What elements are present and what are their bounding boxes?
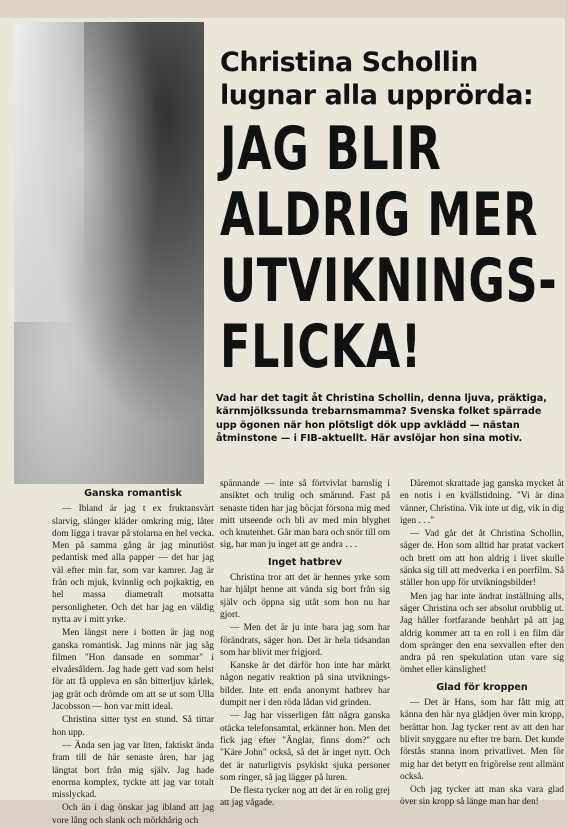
- body-paragraph: — Men det är ju inte bara jag som har förändrats, säger hon. Det är hela tidsandan som har blivit mer frigjord.: [220, 623, 390, 658]
- body-paragraph: Men jag har inte ändrat inställning alls, säger Christina och ser absolut orubblig ut. Jag håller fortfarande benhårt på att jag aldrig kommer att ta en roll i en film där dom spränger den ena sexvallen efter den andra på ren spekulation utan vare sig ömhet eller känslighet!: [400, 591, 564, 676]
- body-paragraph: — Ibland är jag t ex fruktansvärt slarvig, slänger kläder omkring mig, låter dom ligga i travar på stolarna en hel vecka. Men på samma gång är jag minutiöst pedantisk med alla papper — det har jag väl efter min far, som var kamrer. Jag är från och mjuk, kvinnlig och pojkaktig, en hel massa diametralt motsatta personligheter. Och det har jag en väldig nytta av i mitt yrke.: [52, 504, 214, 625]
- fur-boa: [14, 22, 84, 322]
- headline-line-3: UTVIKNINGS-: [220, 246, 558, 316]
- body-paragraph: spännande — inte så förtvivlat barnslig i ansiktet och trulig och smårund. Fast på senaste tiden har jag böcjat försona mig med mitt utseende och bli av med min blyghet och knutenhet. Går man bara och snör till om sig, har man ju inget att ge andra . . .: [220, 479, 391, 551]
- body-paragraph: — Vad går det åt Christina Schollin, säger de. Hon som alltid har pratat vackert och brett om att hon aldrig i livet skulle sänka sig till att medverka i en porrfilm. Så ställer hon upp för utvikningsbilder!: [400, 529, 564, 589]
- body-paragraph: Christina sitter tyst en stund. Så tittar hon upp.: [52, 715, 214, 738]
- page-top-edge: [0, 0, 565, 18]
- body-paragraph: Men längst nere i botten är jag nog ganska romantisk. Jag minns när jag såg filmen "Hon dansade en sommar" i elvaårsåldern. Jag hade gett vad som helst för att få uppleva en sån bitterljuv kärlek, jag grät och drömde om att se ut som Ulla Jacobsson — hon var mitt ideal.: [52, 628, 214, 713]
- headline-line-1: JAG BLIR: [220, 114, 442, 184]
- body-paragraph: Och jag tycker att man ska vara glad över sin kropp så länge man har den!: [400, 785, 564, 808]
- body-paragraph: De flesta tycker nog att det är en rolig grej att jag vågade.: [220, 786, 390, 809]
- headline-line-4: FLICKA!: [220, 312, 422, 382]
- body-paragraph: Däremot skrattade jag ganska mycket åt en notis i en kvällstidning. "Vi är dina vänner, Christina. Vik inte ut dig, vik in dig igen . . .": [400, 479, 564, 526]
- lead-paragraph: Vad har det tagit åt Christina Schollin, denna ljuva, präktiga, kärnmjölkssunda trebarnsmamma? Svenska folket spärrade upp ögonen när hon plötsligt dök upp avklädd — nästan åtminstone — i FIB-aktuellt. Här avslöjar hon sina motiv.: [216, 393, 547, 445]
- column-2: [220, 478, 390, 811]
- column-1: [52, 488, 214, 828]
- portrait-photo: [14, 22, 204, 484]
- main-headline: [220, 116, 568, 380]
- body-paragraph: Och än i dag önskar jag ibland att jag vore lång och slank och mörkhårig och: [52, 803, 214, 826]
- headline-line-2: ALDRIG MER: [220, 180, 539, 250]
- body-paragraph: Kanske är det därför hon inte har märkt någon negativ reaktion på sina utviknings-bilder. Inte ett enda anonymt hatbrev har dumpit ner i den röda lådan vid grinden.: [220, 661, 390, 709]
- body-paragraph: — Ända sen jag var liten, faktiskt ända fram till de här senaste åren, har jag längtat bort från mig själv. Jag hade enorma komplex, tyckte att jag var totalt misslyckad.: [52, 740, 214, 801]
- body-paragraph: — Det är Hans, som har fått mig att känna den här nya glädjen över min kropp, berättar hon. Jag tycker rent av att den har blivit snyggare nu efter tre barn. Det kunde förstås stanna inom privatlivet. Men för mig har det betytt en frigörelse rent allmänt också.: [400, 698, 564, 782]
- subheading-inget-hatbrev: Inget hatbrev: [268, 556, 342, 568]
- subheading-glad-for-kroppen: Glad för kroppen: [436, 681, 528, 693]
- kicker-line-2: lugnar alla upprörda:: [220, 80, 534, 111]
- kicker-line-1: Christina Schollin: [220, 47, 478, 78]
- body-paragraph: Christina tror att det är hennes yrke som har hjälpt henne att vända sig bort från sig själv och öppna sig utåt som hon nu har gjort.: [220, 573, 390, 620]
- headline-area: [214, 46, 565, 380]
- column-3: [400, 478, 564, 810]
- subheading-ganska-romantisk: Ganska romantisk: [84, 488, 182, 499]
- body-paragraph: — Jag har visserligen fått några ganska otäcka telefonsamtal, erkänner hon. Men det fick jag efter "Änglar, finns dom?" och "Käre John" också, så det är inget nytt. Och det är naturligtvis psykiskt sjuka personer som ringer, så jag lägger på luren.: [220, 711, 390, 783]
